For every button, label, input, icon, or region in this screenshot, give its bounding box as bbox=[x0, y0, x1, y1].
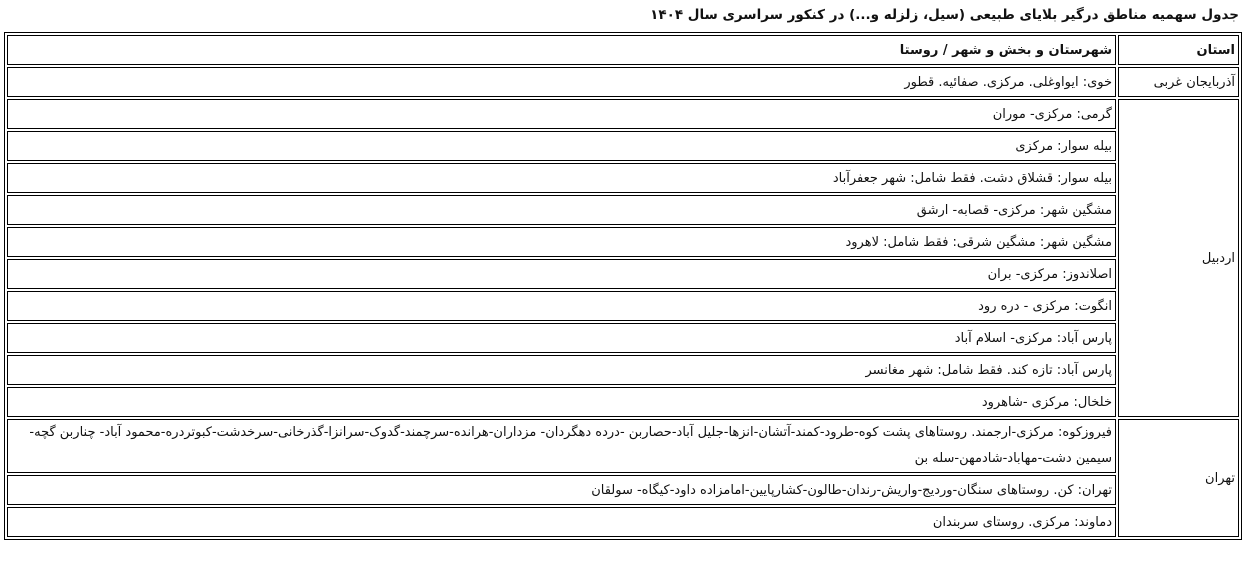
table-row bbox=[7, 323, 1239, 353]
table-row bbox=[7, 99, 1239, 129]
table-row bbox=[7, 475, 1239, 505]
table-row bbox=[7, 227, 1239, 257]
table-row bbox=[7, 387, 1239, 417]
table-row bbox=[7, 259, 1239, 289]
area-cell: پارس آباد: تازه کند. فقط شامل: شهر مغانسر bbox=[7, 355, 1116, 385]
table-row bbox=[7, 67, 1239, 97]
quota-table bbox=[4, 32, 1242, 540]
area-cell: مشگین شهر: مرکزی- قصابه- ارشق bbox=[7, 195, 1116, 225]
table-row bbox=[7, 419, 1239, 473]
area-cell: تهران: کن. روستاهای سنگان-وردیج-واریش-رندان-طالون-کشارپایین-امامزاده داود-کیگاه- سولقان bbox=[7, 475, 1116, 505]
area-cell: گرمی: مرکزی- موران bbox=[7, 99, 1116, 129]
area-cell: بیله سوار: مرکزی bbox=[7, 131, 1116, 161]
table-row bbox=[7, 507, 1239, 537]
area-cell: مشگین شهر: مشگین شرقی: فقط شامل: لاهرود bbox=[7, 227, 1116, 257]
header-province: استان bbox=[1118, 35, 1239, 65]
area-cell: خلخال: مرکزی -شاهرود bbox=[7, 387, 1116, 417]
area-cell: انگوت: مرکزی - دره رود bbox=[7, 291, 1116, 321]
table-row bbox=[7, 163, 1239, 193]
table-row bbox=[7, 355, 1239, 385]
page-title: جدول سهمیه مناطق درگیر بلایای طبیعی (سیل، زلزله و...) در کنکور سراسری سال ۱۴۰۴ bbox=[650, 7, 1239, 23]
province-cell: آذربایجان غربی bbox=[1118, 67, 1239, 97]
header-areas: شهرستان و بخش و شهر / روستا bbox=[7, 35, 1116, 65]
province-cell: تهران bbox=[1118, 419, 1239, 537]
table-header-row bbox=[7, 35, 1239, 65]
province-cell: اردبیل bbox=[1118, 99, 1239, 417]
area-cell: خوی: ایواوغلی. مرکزی. صفائیه. قطور bbox=[7, 67, 1116, 97]
area-cell: فیروزکوه: مرکزی-ارجمند. روستاهای پشت کوه-طرود-کمند-آتشان-انزها-جلیل آباد-حصاربن -درده دهگردان- مزداران-هرانده-سرچمند-گدوک-سرانزا-گذرخانی-سرخدشت-کبوتردره-محمود آباد- چناربن گچه-سیمین دشت-مهاباد-شادمهن-سله بن bbox=[7, 419, 1116, 473]
area-cell: بیله سوار: قشلاق دشت. فقط شامل: شهر جعفرآباد bbox=[7, 163, 1116, 193]
area-cell: اصلاندوز: مرکزی- بران bbox=[7, 259, 1116, 289]
table-row bbox=[7, 131, 1239, 161]
table-row bbox=[7, 195, 1239, 225]
area-cell: دماوند: مرکزی. روستای سربندان bbox=[7, 507, 1116, 537]
table-row bbox=[7, 291, 1239, 321]
area-cell: پارس آباد: مرکزی- اسلام آباد bbox=[7, 323, 1116, 353]
